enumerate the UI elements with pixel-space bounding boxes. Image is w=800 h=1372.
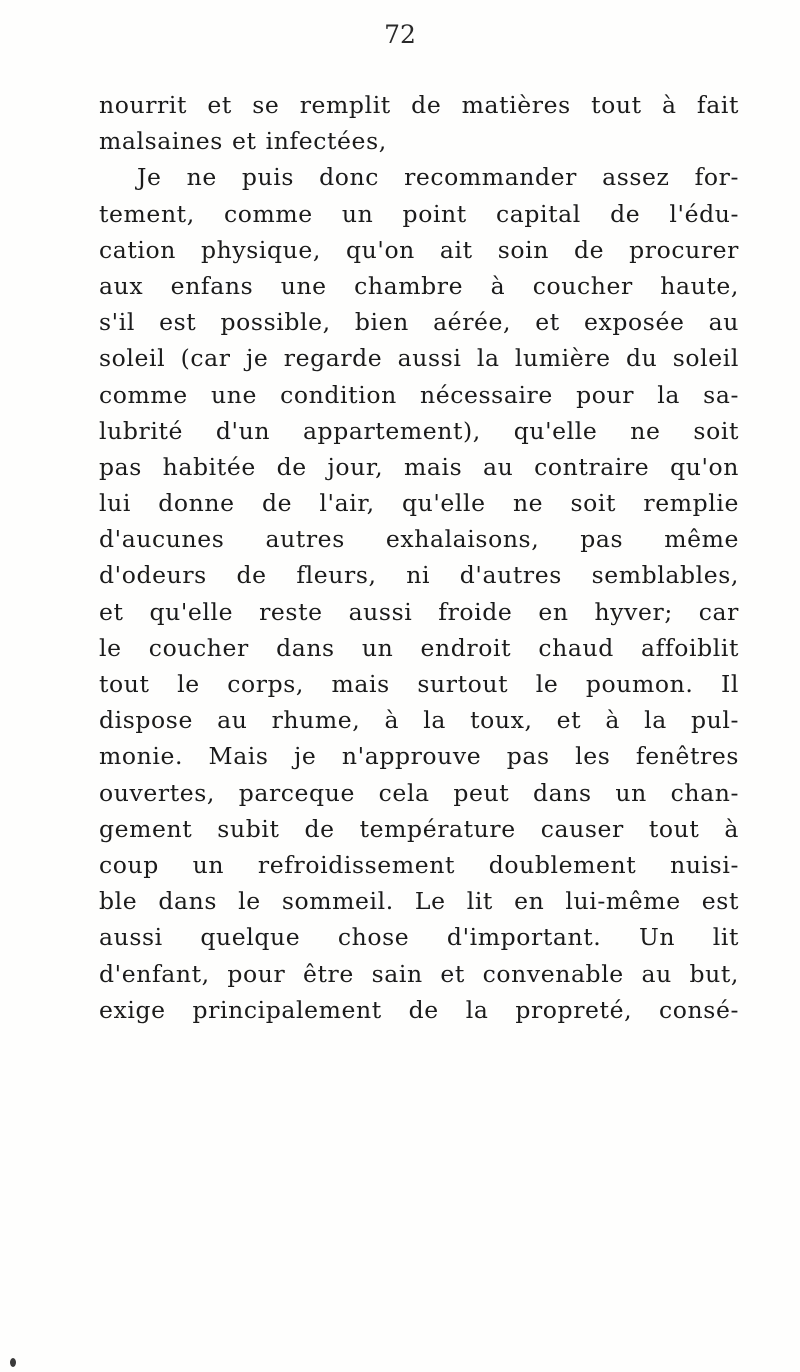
text-line: pas habitée de jour, mais au contraire qu'on <box>99 452 739 481</box>
text-line: le coucher dans un endroit chaud affoiblit <box>99 633 739 662</box>
text-line: gement subit de température causer tout à <box>99 814 739 843</box>
text-line: dispose au rhume, à la toux, et à la pul- <box>99 706 739 735</box>
ink-speck <box>10 1358 16 1367</box>
text-line: comme une condition nécessaire pour la sa- <box>99 380 739 409</box>
text-line: d'enfant, pour être sain et convenable au but, <box>99 959 739 988</box>
text-line: lubrité d'un appartement), qu'elle ne soit <box>99 416 739 445</box>
text-line: tement, comme un point capital de l'édu- <box>99 199 739 228</box>
text-line: malsaines et infectées, <box>99 127 387 156</box>
text-line: ouvertes, parceque cela peut dans un chan- <box>99 778 739 807</box>
text-line: cation physique, qu'on ait soin de procurer <box>99 235 739 264</box>
text-line: aux enfans une chambre à coucher haute, <box>99 271 739 300</box>
text-line: nourrit et se remplit de matières tout à fait <box>99 91 739 119</box>
text-line: s'il est possible, bien aérée, et exposée au <box>99 308 739 337</box>
text-line: coup un refroidissement doublement nuisi- <box>99 850 739 879</box>
text-line: d'aucunes autres exhalaisons, pas même <box>99 525 739 554</box>
text-line: Je ne puis donc recommander assez for- <box>137 163 739 192</box>
text-line: et qu'elle reste aussi froide en hyver; car <box>99 597 739 626</box>
text-line: exige principalement de la propreté, consé- <box>99 995 739 1024</box>
text-line: d'odeurs de fleurs, ni d'autres semblables, <box>99 561 739 590</box>
body-text <box>99 87 739 1028</box>
page-number: 72 <box>384 20 416 49</box>
text-line: ble dans le sommeil. Le lit en lui-même est <box>99 887 739 916</box>
text-line: soleil (car je regarde aussi la lumière du soleil <box>99 344 739 373</box>
text-line: aussi quelque chose d'important. Un lit <box>99 923 739 952</box>
text-line: tout le corps, mais surtout le poumon. Il <box>99 670 739 698</box>
text-line: monie. Mais je n'approuve pas les fenêtres <box>99 742 739 771</box>
text-line: lui donne de l'air, qu'elle ne soit remplie <box>99 489 739 518</box>
